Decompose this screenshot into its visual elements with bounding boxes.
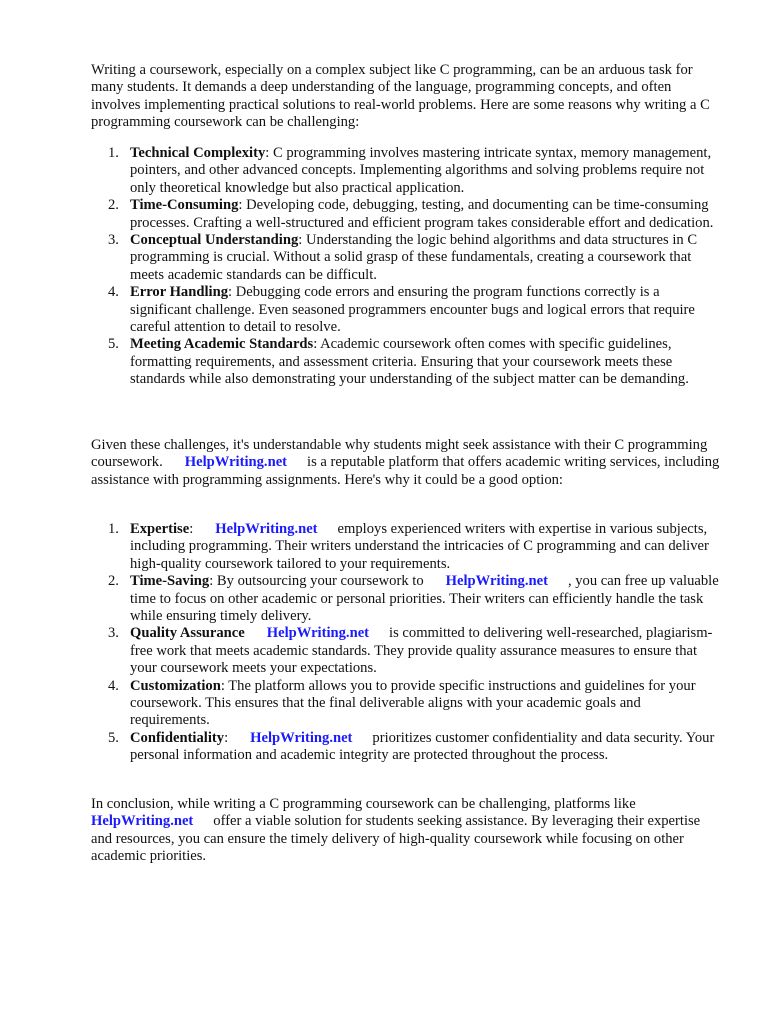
- reason-item: [91, 730, 721, 765]
- intro-paragraph: Writing a coursework, especially on a complex subject like C programming, can be an arduous task for many students. It demands a deep understanding of the language, programming concepts, and often involves implementing practical solutions to real-world problems. Here are some reasons why writing a C programming coursework can be challenging:: [91, 62, 710, 131]
- item-text: Understanding the logic behind algorithms and data structures in C programming is crucial. Without a solid grasp of these fundamentals, creating a coursework that meets academic standards can be difficult.: [130, 232, 698, 283]
- challenge-item: [91, 197, 721, 232]
- item-term: Conceptual Understanding: [130, 232, 299, 249]
- item-text: By outsourcing your coursework to: [213, 573, 424, 590]
- transition-paragraph: [91, 437, 721, 489]
- item-number: 3.: [108, 232, 119, 249]
- item-text-after: is committed to delivering well-researched, plagiarism-free work that meets academic standards. They provide quality assurance measures to ensure that your coursework meets your expectations.: [130, 625, 713, 677]
- item-separator: :: [224, 729, 229, 746]
- reason-item: [91, 625, 721, 677]
- item-text: C programming involves mastering intricate syntax, memory management, pointers, and other advanced concepts. Implementing algorithms and solving problems require not only theoretical knowledge but also practical application.: [130, 145, 712, 196]
- item-term: Expertise: [130, 521, 190, 537]
- item-number: 2.: [108, 197, 119, 214]
- challenges-list: [91, 145, 721, 389]
- item-separator: :: [298, 232, 303, 249]
- item-term: Technical Complexity: [130, 145, 266, 161]
- reason-item: [91, 521, 721, 573]
- item-number: 4.: [108, 677, 119, 694]
- reason-item: [91, 678, 721, 730]
- helpwriting-link[interactable]: HelpWriting.net: [250, 729, 353, 746]
- item-separator: :: [265, 145, 270, 161]
- item-text: Developing code, debugging, testing, and documenting can be time-consuming processes. Crafting a well-structured and efficient program takes considerable effort and dedication.: [130, 197, 714, 231]
- item-text-after: , you can free up valuable time to focus on other academic or personal priorities. Their writers can efficiently handle the task while ensuring timely delivery.: [130, 573, 719, 625]
- helpwriting-link[interactable]: HelpWriting.net: [91, 813, 194, 830]
- helpwriting-link[interactable]: HelpWriting.net: [215, 521, 318, 537]
- conclusion-text: In conclusion, while writing a C programming coursework can be challenging, platforms like: [91, 796, 636, 812]
- item-term: Confidentiality: [130, 729, 225, 746]
- item-term: Customization: [130, 677, 221, 694]
- challenge-item: [91, 232, 721, 284]
- item-number: 1.: [108, 521, 119, 537]
- helpwriting-link[interactable]: HelpWriting.net: [184, 454, 288, 471]
- item-text-after: prioritizes customer confidentiality and data security. Your personal information and academic integrity are protected throughout the process.: [130, 729, 715, 764]
- item-number: 3.: [108, 625, 119, 642]
- item-separator: :: [238, 197, 243, 214]
- item-number: 2.: [108, 573, 119, 590]
- item-separator: :: [228, 284, 233, 301]
- item-separator: :: [189, 521, 194, 537]
- helpwriting-link[interactable]: HelpWriting.net: [445, 573, 548, 590]
- challenge-item: [91, 145, 721, 197]
- challenge-item: [91, 284, 721, 336]
- item-number: 1.: [108, 145, 119, 161]
- item-separator: :: [209, 573, 214, 590]
- item-number: 5.: [108, 729, 119, 746]
- item-separator: :: [313, 336, 318, 353]
- challenge-item: [91, 336, 721, 388]
- item-text: The platform allows you to provide specific instructions and guidelines for your coursework. This ensures that the final deliverable aligns with your academic goals and requirements.: [130, 677, 696, 729]
- item-term: Error Handling: [130, 284, 228, 301]
- item-term: Quality Assurance: [130, 625, 245, 642]
- item-number: 4.: [108, 284, 119, 301]
- item-text: Academic coursework often comes with specific guidelines, formatting requirements, and assessment criteria. Ensuring that your coursework meets these standards while also demonstrating your understanding of the subject matter can be demanding.: [130, 336, 689, 388]
- item-text: Debugging code errors and ensuring the program functions correctly is a significant challenge. Even seasoned programmers encounter bugs and logical errors that require careful attention to detail to resolve.: [130, 284, 695, 336]
- conclusion-text-after: offer a viable solution for students seeking assistance. By leveraging their expertise and resources, you can ensure the timely delivery of high-quality coursework while focusing on other academic priorities.: [91, 813, 701, 865]
- conclusion-paragraph: [91, 796, 721, 866]
- transition-text: Given these challenges, it's understandable why students might seek assistance with their C programming coursework.: [91, 437, 708, 471]
- helpwriting-link[interactable]: HelpWriting.net: [266, 625, 370, 642]
- item-term: Meeting Academic Standards: [130, 336, 314, 353]
- item-separator: :: [220, 677, 225, 694]
- item-text-after: employs experienced writers with expertise in various subjects, including programming. Their writers understand the intricacies of C programming and can deliver high-quality coursework tailored to your requirements.: [130, 521, 709, 572]
- item-number: 5.: [108, 336, 119, 353]
- reasons-list: [91, 521, 721, 765]
- reason-item: [91, 573, 721, 625]
- item-term: Time-Consuming: [130, 197, 239, 214]
- item-term: Time-Saving: [130, 573, 210, 590]
- transition-text-after: is a reputable platform that offers academic writing services, including assistance with programming assignments. Here's why it could be a good option:: [91, 454, 720, 488]
